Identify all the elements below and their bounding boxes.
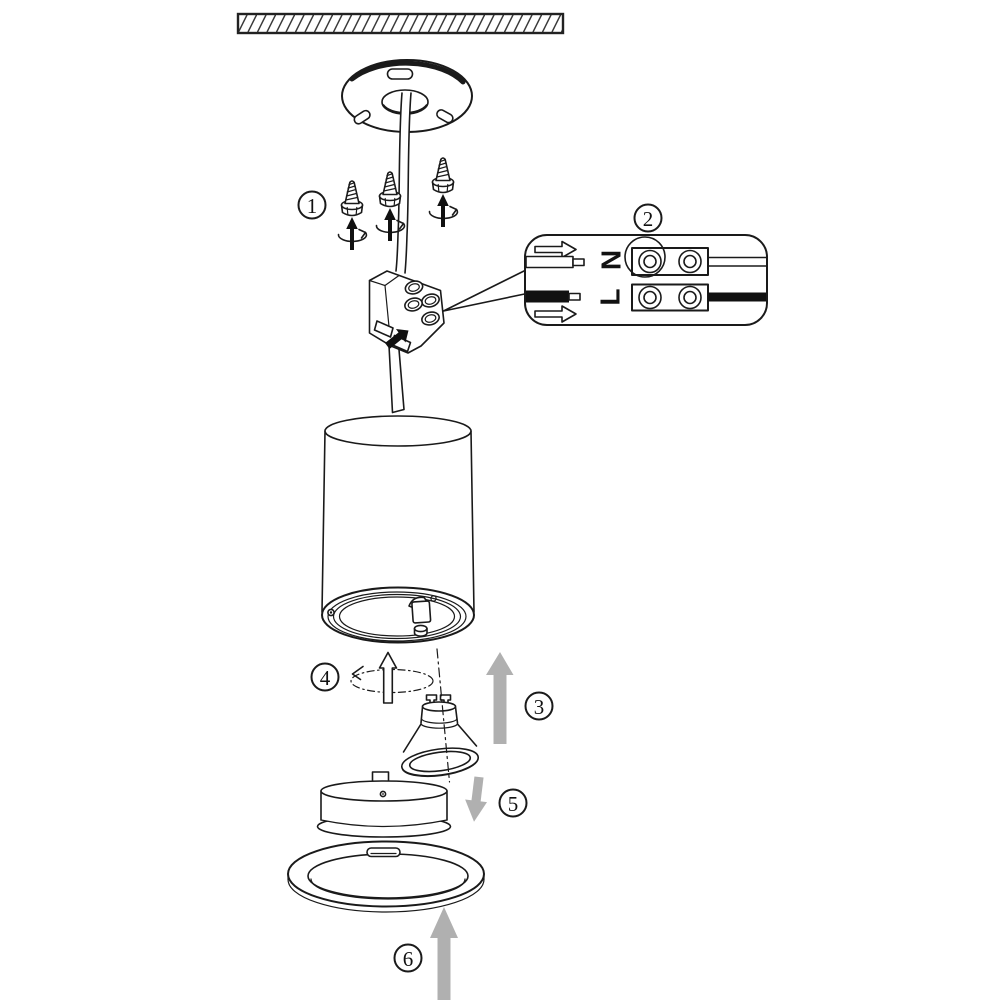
- step-3-number: 3: [533, 695, 545, 719]
- step-3-badge: [526, 693, 553, 720]
- neutral-wire: [526, 257, 573, 268]
- neutral-wire-tip: [573, 259, 584, 266]
- plate-slot-top: [388, 69, 413, 79]
- outline-up-arrow-icon: [380, 653, 397, 704]
- rim-stub: [415, 625, 428, 636]
- step-4-rotation: [351, 653, 433, 704]
- step-2-badge: [635, 205, 662, 232]
- step-5-down-arrow-icon: [463, 776, 490, 823]
- trim-ring: [288, 842, 484, 913]
- live-label: L: [594, 288, 626, 306]
- step-6-number: 6: [402, 947, 414, 971]
- step-6-up-arrow-icon: [430, 907, 458, 1000]
- fixture-wire: [389, 344, 404, 413]
- step-5-number: 5: [507, 792, 519, 816]
- step-5-badge: [500, 790, 527, 817]
- callout-leader-lines: [444, 270, 528, 312]
- step-1-badge: [299, 192, 326, 219]
- neutral-label: N: [595, 249, 627, 271]
- gu10-bulb: [400, 695, 480, 780]
- ceiling-hatch-bar: [238, 14, 563, 33]
- mounting-screw-1: [338, 181, 366, 250]
- step-2-number: 2: [642, 207, 654, 231]
- step-6-badge: [395, 945, 422, 972]
- step-1-number: 1: [306, 194, 318, 218]
- ring-slot: [367, 848, 400, 857]
- terminal-connector: [370, 271, 445, 353]
- live-wire-tip: [569, 294, 580, 301]
- step-4-number: 4: [319, 666, 331, 690]
- step-3-up-arrow-icon: [486, 652, 514, 744]
- housing-cylinder: [322, 416, 474, 643]
- live-wire: [526, 291, 569, 303]
- mounting-screw-3: [429, 158, 457, 227]
- wiring-detail-panel: [525, 235, 767, 325]
- trim-cylinder: [318, 772, 451, 837]
- live-wire-out: [708, 293, 766, 302]
- step-4-badge: [312, 664, 339, 691]
